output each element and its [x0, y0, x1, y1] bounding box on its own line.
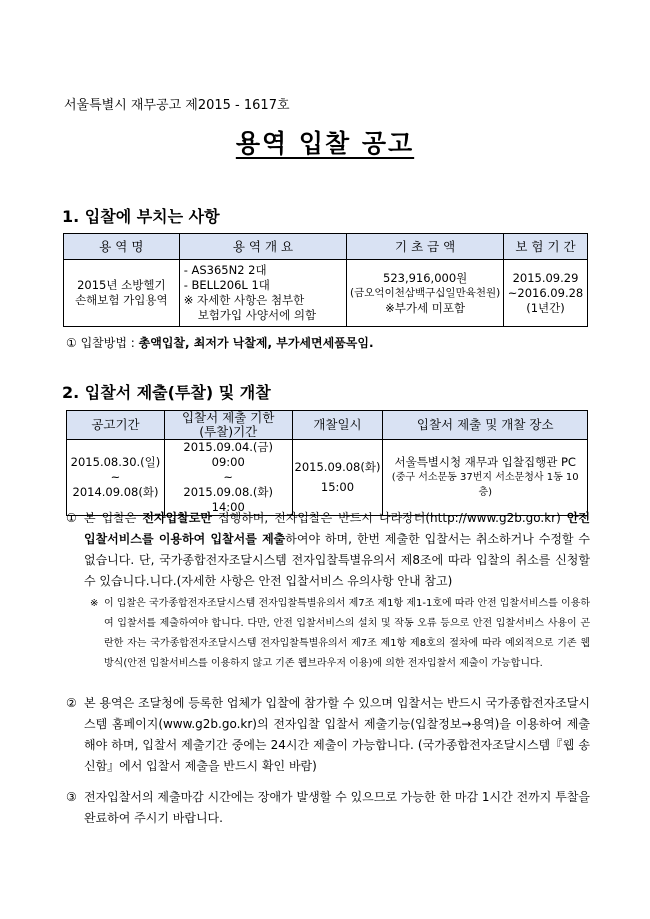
col-header: 개찰일시	[292, 411, 383, 440]
submission-table	[66, 410, 588, 516]
insurance-period-cell	[504, 260, 588, 327]
note-number: ①	[66, 336, 77, 350]
item-3	[66, 787, 590, 829]
col-header: 용 역 명	[64, 234, 180, 260]
item-text	[84, 508, 590, 592]
text-run: 하여야 하며, 한번 제출한 입찰서는 취소하거나 수정할 수 없습니다. 단, 국가종합전자조달시스템 전자입찰특별유의서 제8조에 따라 입찰의 취소를 신청할 수 있습니다.니다.(자세한 사항은 안전 입찰서비스 유의사항 안내 참고)	[84, 532, 590, 588]
col-header: 기 초 금 액	[347, 234, 504, 260]
period-line: ~	[110, 470, 121, 484]
period-line: 2015.09.08.(화) 14:00	[183, 485, 274, 514]
page-title-text: 용역 입찰 공고	[235, 129, 415, 158]
outline-line: ※ 자세한 사항은 첨부한	[183, 293, 305, 307]
outline-line: 보험가입 사양서에 의함	[197, 308, 317, 322]
notice-period-cell	[67, 440, 165, 516]
place-line: 서울특별시청 재무과 입찰집행관 PC	[394, 455, 576, 469]
opening-datetime-cell	[292, 440, 383, 516]
page-title	[0, 124, 650, 160]
table-row	[67, 440, 588, 516]
period-line: (1년간)	[526, 300, 565, 315]
service-name-line: 손해보험 가입용역	[75, 293, 168, 307]
bold-run: 안전 입찰서비스를 이용하여 입찰서를 제출	[84, 511, 590, 546]
col-header: 용 역 개 요	[179, 234, 347, 260]
item-text: 전자입찰서의 제출마감 시간에는 장애가 발생할 수 있으므로 가능한 한 마감 1시간 전까지 투찰을 완료하여 주시기 바랍니다.	[84, 790, 590, 825]
table-header-row	[67, 411, 588, 440]
section1-heading: 1. 입찰에 부치는 사항	[62, 207, 220, 226]
col-header: 보 험 기 간	[504, 234, 588, 260]
period-line: 2015.08.30.(일)	[70, 455, 161, 469]
place-line: (중구 서소문동 37번지 서소문청사 1동 10층)	[391, 472, 579, 498]
base-amount-cell	[347, 260, 504, 327]
opening-line: 2015.09.08(화)	[294, 460, 381, 474]
outline-line: - AS365N2 2대	[183, 263, 267, 277]
amount-line: (금오억이천삼백구십일만육천원)	[350, 286, 501, 299]
amount-line: ※부가세 미포함	[385, 300, 466, 315]
period-line: 2014.09.08(화)	[72, 485, 159, 499]
amount-line: 523,916,000원	[383, 270, 468, 285]
bid-items-table	[63, 233, 588, 327]
period-line: 2015.09.04.(금) 09:00	[183, 440, 274, 469]
period-line: ~	[223, 470, 234, 484]
sub-note	[90, 594, 590, 674]
sub-note-text: 이 입찰은 국가종합전자조달시스템 전자입찰특별유의서 제7조 제1항 제1-1호에 따라 안전 입찰서비스를 이용하여 입찰서를 제출하여야 합니다. 다만, 안전 입찰서비스의 설치 및 작동 오류 등으로 안전 입찰서비스 사용이 곤란한 자는 국가종합전자조달시스템 전자입찰특별유의서 제7조 제1항 제8호의 절차에 따라 예외적으로 기존 웹방식(안전 입찰서비스를 이용하지 않고 기존 웹브라우저 이용)에 의한 전자입찰서 제출이 가능합니다.	[104, 598, 590, 669]
period-line: ~2016.09.28	[507, 285, 584, 300]
text-run: 집행하며, 전자입찰은 반드시 나라장터(http://www.g2b.go.kr)	[211, 511, 567, 525]
submit-period-cell	[164, 440, 292, 516]
place-cell	[383, 440, 588, 516]
period-line: 2015.09.29	[512, 270, 579, 285]
service-name-cell	[64, 260, 180, 327]
item-number: ②	[66, 696, 77, 710]
note-mark: ※	[90, 598, 99, 609]
note-value: 총액입찰, 최저가 낙찰제, 부가세면세품목임.	[138, 336, 374, 350]
opening-line: 15:00	[320, 480, 355, 494]
table-header-row	[64, 234, 588, 260]
col-header: 입찰서 제출 및 개찰 장소	[383, 411, 588, 440]
item-number: ①	[66, 511, 77, 525]
bold-run: 전자입찰로만	[142, 511, 212, 525]
item-1	[66, 508, 590, 592]
notice-number: 서울특별시 재무공고 제2015 - 1617호	[64, 98, 290, 113]
col-header: 입찰서 제출 기한 (투찰)기간	[164, 411, 292, 440]
outline-line: - BELL206L 1대	[183, 278, 270, 292]
item-text: 본 용역은 조달청에 등록한 업체가 입찰에 참가할 수 있으며 입찰서는 반드시 국가종합전자조달시스템 홈페이지(www.g2b.go.kr)의 전자입찰 입찰서 제출기능(입찰정보→용역)을 이용하여 제출해야 하며, 입찰서 제출기간 중에는 24시간 제출이 가능합니다. (국가종합전자조달시스템『웹 송신함』에서 입찰서 제출을 반드시 확인 바람)	[84, 696, 590, 773]
service-outline-cell	[179, 260, 347, 327]
text-run: 본 입찰은	[84, 511, 143, 525]
bid-method-note	[66, 334, 374, 351]
item-number: ③	[66, 790, 77, 804]
table-row	[64, 260, 588, 327]
note-label: 입찰방법 :	[80, 336, 135, 350]
item-2	[66, 693, 590, 777]
col-header: 공고기간	[67, 411, 165, 440]
service-name-line: 2015년 소방헬기	[77, 278, 166, 292]
section2-heading: 2. 입찰서 제출(투찰) 및 개찰	[62, 383, 271, 402]
